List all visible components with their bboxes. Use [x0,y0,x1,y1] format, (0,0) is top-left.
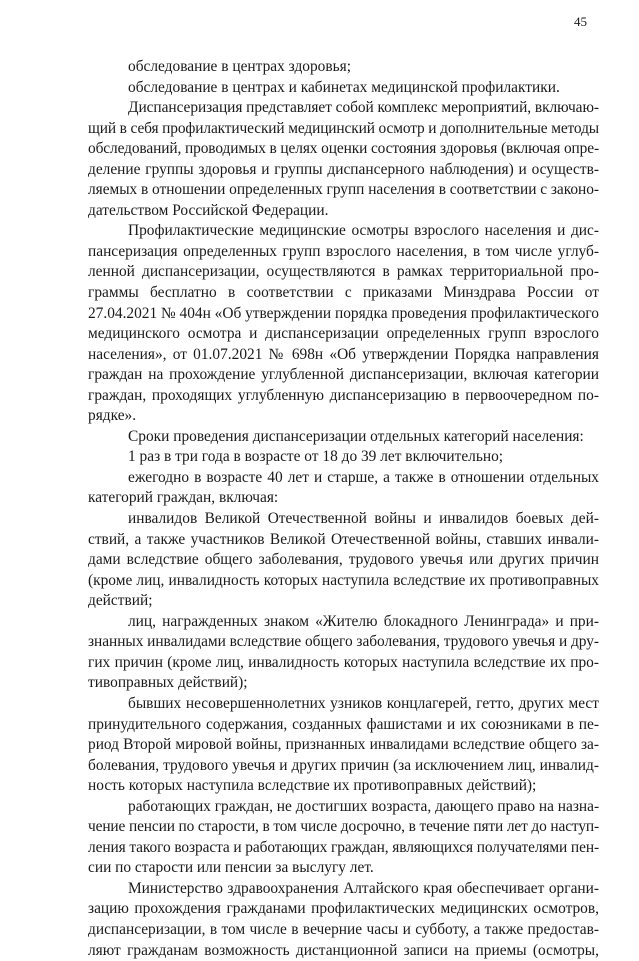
text-line: деление группы здоровья и группы диспансерного наблюдения) и осуществ- [88,160,599,178]
text-line: 27.04.2021 № 404н «Об утверждении порядка проведения профилактического [88,304,599,322]
text-line: Профилактические медицинские осмотры взрослого населения и дис- [128,222,599,240]
text-line: знанных инвалидами вследствие общего заболевания, трудового увечья и дру- [88,633,599,651]
text-line: ствий, а также участников Великой Отечественной войны, ставших инвали- [88,530,599,548]
text-line: ления такого возраста и работающих граждан, являющихся получателями пен- [88,838,599,856]
text-line: обследований, проводимых в целях оценки состояния здоровья (включая опре- [88,140,599,158]
text-line: ляемых в отношении определенных групп населения в соответствии с законо- [88,181,599,199]
text-line: граждан на прохождение углубленной диспансеризации, включая категории [88,366,599,384]
document-body [88,57,599,961]
text-line: 1 раз в три года в возрасте от 18 до 39 лет включительно; [128,448,504,466]
text-line: принудительного содержания, созданных фашистами и их союзниками в пе- [88,715,599,733]
text-line: дами вследствие общего заболевания, трудового увечья или других причин [88,551,599,569]
text-line: граммы бесплатно в соответствии с приказами Минздрава России от [88,284,599,302]
text-line: сии по старости или пенсии за выслугу лет. [88,859,374,877]
text-line: медицинского осмотра и диспансеризации определенных групп взрослого [88,325,599,343]
text-line: ляют гражданам возможность дистанционной записи на приемы (осмотры, [88,941,599,959]
text-line: чение пенсии по старости, в том числе досрочно, в течение пяти лет до наступ- [88,818,599,836]
text-line: действий; [88,592,153,610]
page-number: 45 [574,14,587,29]
text-line: граждан, проходящих углубленную диспансеризацию в первоочередном по- [88,386,599,404]
text-line: инвалидов Великой Отечественной войны и инвалидов боевых дей- [128,510,599,528]
text-line: Сроки проведения диспансеризации отдельных категорий населения: [128,427,584,445]
text-line: населения», от 01.07.2021 № 698н «Об утверждении Порядка направления [88,345,599,363]
text-line: пансеризация определенных групп взрослого населения, в том числе углуб- [88,242,599,260]
text-line: ность которых наступила вследствие их противоправных действий); [88,777,537,795]
text-line: дательством Российской Федерации. [88,201,329,219]
text-line: зацию прохождения гражданами профилактических медицинских осмотров, [88,900,599,918]
text-line: гих причин (кроме лиц, инвалидность которых наступила вследствие их про- [88,653,599,671]
text-line: лиц, награжденных знаком «Жителю блокадного Ленинграда» и при- [128,612,599,630]
text-line: щий в себя профилактический медицинский осмотр и дополнительные методы [88,119,599,137]
text-line: ленной диспансеризации, осуществляются в рамках территориальной про- [88,263,599,281]
text-line: диспансеризации, в том числе в вечерние часы и субботу, а также предостав- [88,920,599,938]
text-line: ежегодно в возрасте 40 лет и старше, а также в отношении отдельных [128,468,599,486]
text-line: обследование в центрах здоровья; [128,58,351,75]
text-line: рядке». [88,407,137,425]
text-line: риод Второй мировой войны, признанных инвалидами вследствие общего за- [88,736,599,754]
text-line: категорий граждан, включая: [88,489,279,507]
text-line: Диспансеризация представляет собой комплекс мероприятий, включаю- [128,99,599,117]
text-line: Министерство здравоохранения Алтайского края обеспечивает органи- [128,879,599,897]
text-line: (кроме лиц, инвалидность которых наступила вследствие их противоправных [88,571,599,589]
text-line: бывших несовершеннолетних узников концлагерей, гетто, других мест [128,694,599,712]
text-line: тивоправных действий); [88,674,248,692]
text-line: обследование в центрах и кабинетах медицинской профилактики. [128,78,560,96]
text-line: работающих граждан, не достигших возраста, дающего право на назна- [128,797,599,815]
text-line: болевания, трудового увечья и других причин (за исключением лиц, инвалид- [88,756,599,774]
